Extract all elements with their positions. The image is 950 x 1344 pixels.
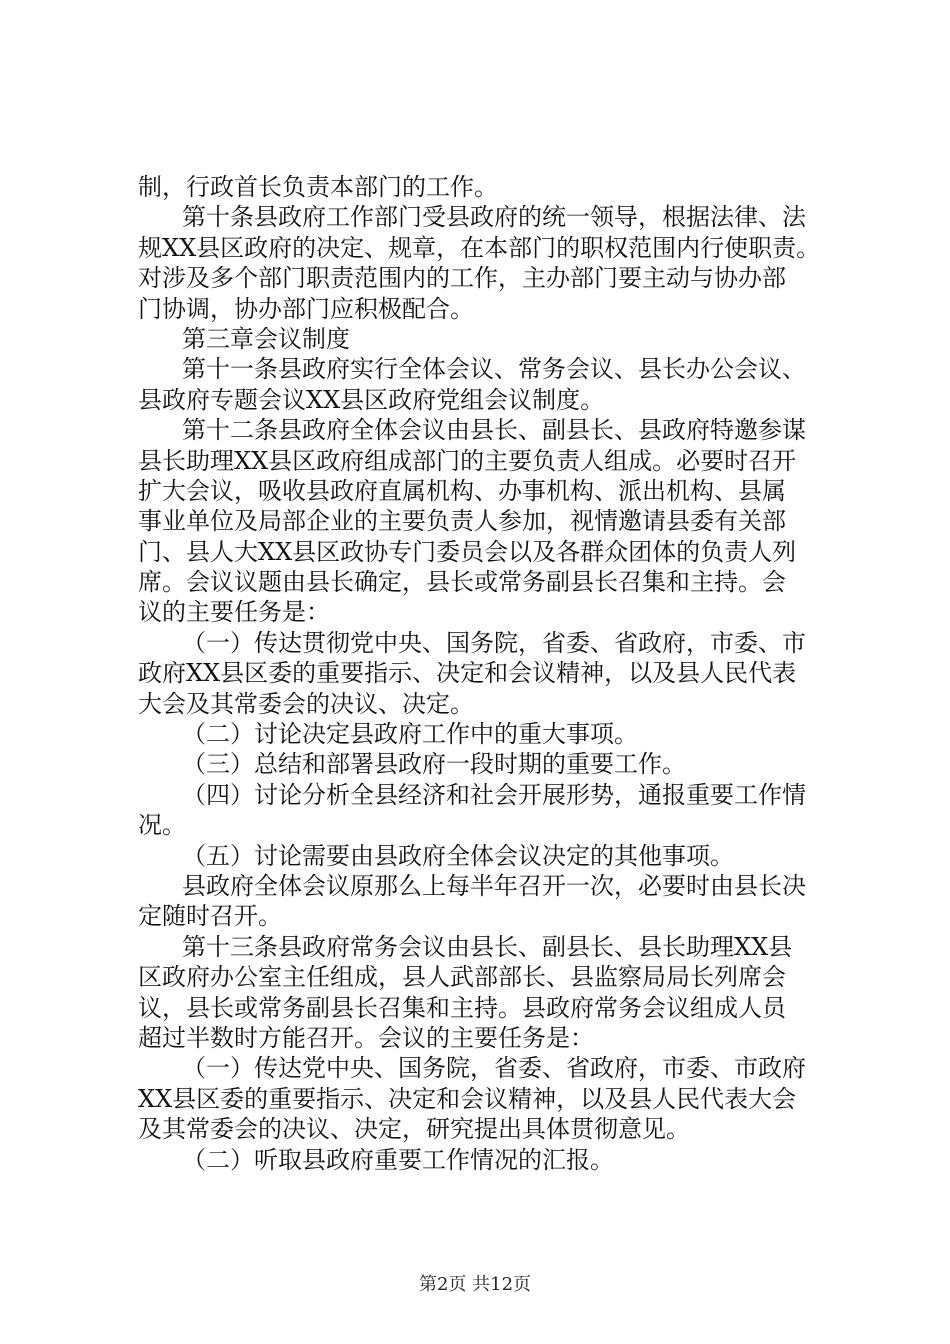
text-line: 事业单位及局部企业的主要负责人参加，视情邀请县委有关部: [138, 507, 786, 536]
text-line: 制，行政首长负责本部门的工作。: [138, 173, 498, 201]
text-line: XX县区委的重要指示、决定和会议精神，以及县人民代表大会: [138, 1084, 797, 1113]
text-line: 超过半数时方能召开。会议的主要任务是：: [138, 1023, 594, 1052]
text-line: 议，县长或常务副县长召集和主持。县政府常务会议组成人员: [138, 993, 786, 1022]
text-line: 议的主要任务是：: [138, 598, 330, 627]
document-body: [138, 172, 838, 1175]
text-line: 及其常委会的决议、决定，研究提出具体贯彻意见。: [138, 1115, 690, 1144]
text-line: 定随时召开。: [138, 902, 282, 931]
text-line: 政府XX县区委的重要指示、决定和会议精神，以及县人民代表: [138, 659, 797, 688]
page-number-footer: 第2页 共12页: [418, 1274, 532, 1295]
text-line: 大会及其常委会的决议、决定。: [138, 689, 474, 718]
text-line: 第十条县政府工作部门受县政府的统一领导，根据法律、法: [182, 203, 806, 232]
text-line: 县政府专题会议XX县区政府党组会议制度。: [138, 385, 605, 414]
text-line: （一）传达贯彻党中央、国务院，省委、省政府，市委、市: [182, 628, 806, 657]
text-line: 县长助理XX县区政府组成部门的主要负责人组成。必要时召开: [138, 446, 797, 475]
text-line: 第十一条县政府实行全体会议、常务会议、县长办公会议、: [182, 355, 806, 384]
text-line: （四）讨论分析全县经济和社会开展形势，通报重要工作情: [182, 780, 806, 809]
text-line: 规XX县区政府的决定、规章，在本部门的职权范围内行使职责。: [138, 233, 821, 262]
text-line: （二）讨论决定县政府工作中的重大事项。: [182, 720, 638, 749]
text-line: 门协调，协办部门应积极配合。: [138, 294, 474, 323]
text-line: 况。: [138, 811, 186, 840]
text-line: 扩大会议，吸收县政府直属机构、办事机构、派出机构、县属: [138, 476, 786, 505]
text-line: 第十三条县政府常务会议由县长、副县长、县长助理XX县: [182, 932, 793, 961]
text-line: （五）讨论需要由县政府全体会议决定的其他事项。: [182, 841, 734, 870]
text-line: 对涉及多个部门职责范围内的工作，主办部门要主动与协办部: [138, 264, 786, 293]
text-line: 第十二条县政府全体会议由县长、副县长、县政府特邀参谋: [182, 416, 806, 445]
text-line: 门、县人大XX县区政协专门委员会以及各群众团体的负责人列: [138, 537, 797, 566]
text-line: 县政府全体会议原那么上每半年召开一次，必要时由县长决: [182, 871, 806, 900]
text-line: （一）传达党中央、国务院，省委、省政府，市委、市政府: [182, 1054, 806, 1083]
text-line: （二）听取县政府重要工作情况的汇报。: [182, 1145, 614, 1174]
text-line: 第三章会议制度: [182, 324, 350, 353]
text-line: （三）总结和部署县政府一段时期的重要工作。: [182, 750, 686, 779]
text-line: 区政府办公室主任组成，县人武部部长、县监察局局长列席会: [138, 963, 786, 992]
text-line: 席。会议议题由县长确定，县长或常务副县长召集和主持。会: [138, 568, 786, 597]
